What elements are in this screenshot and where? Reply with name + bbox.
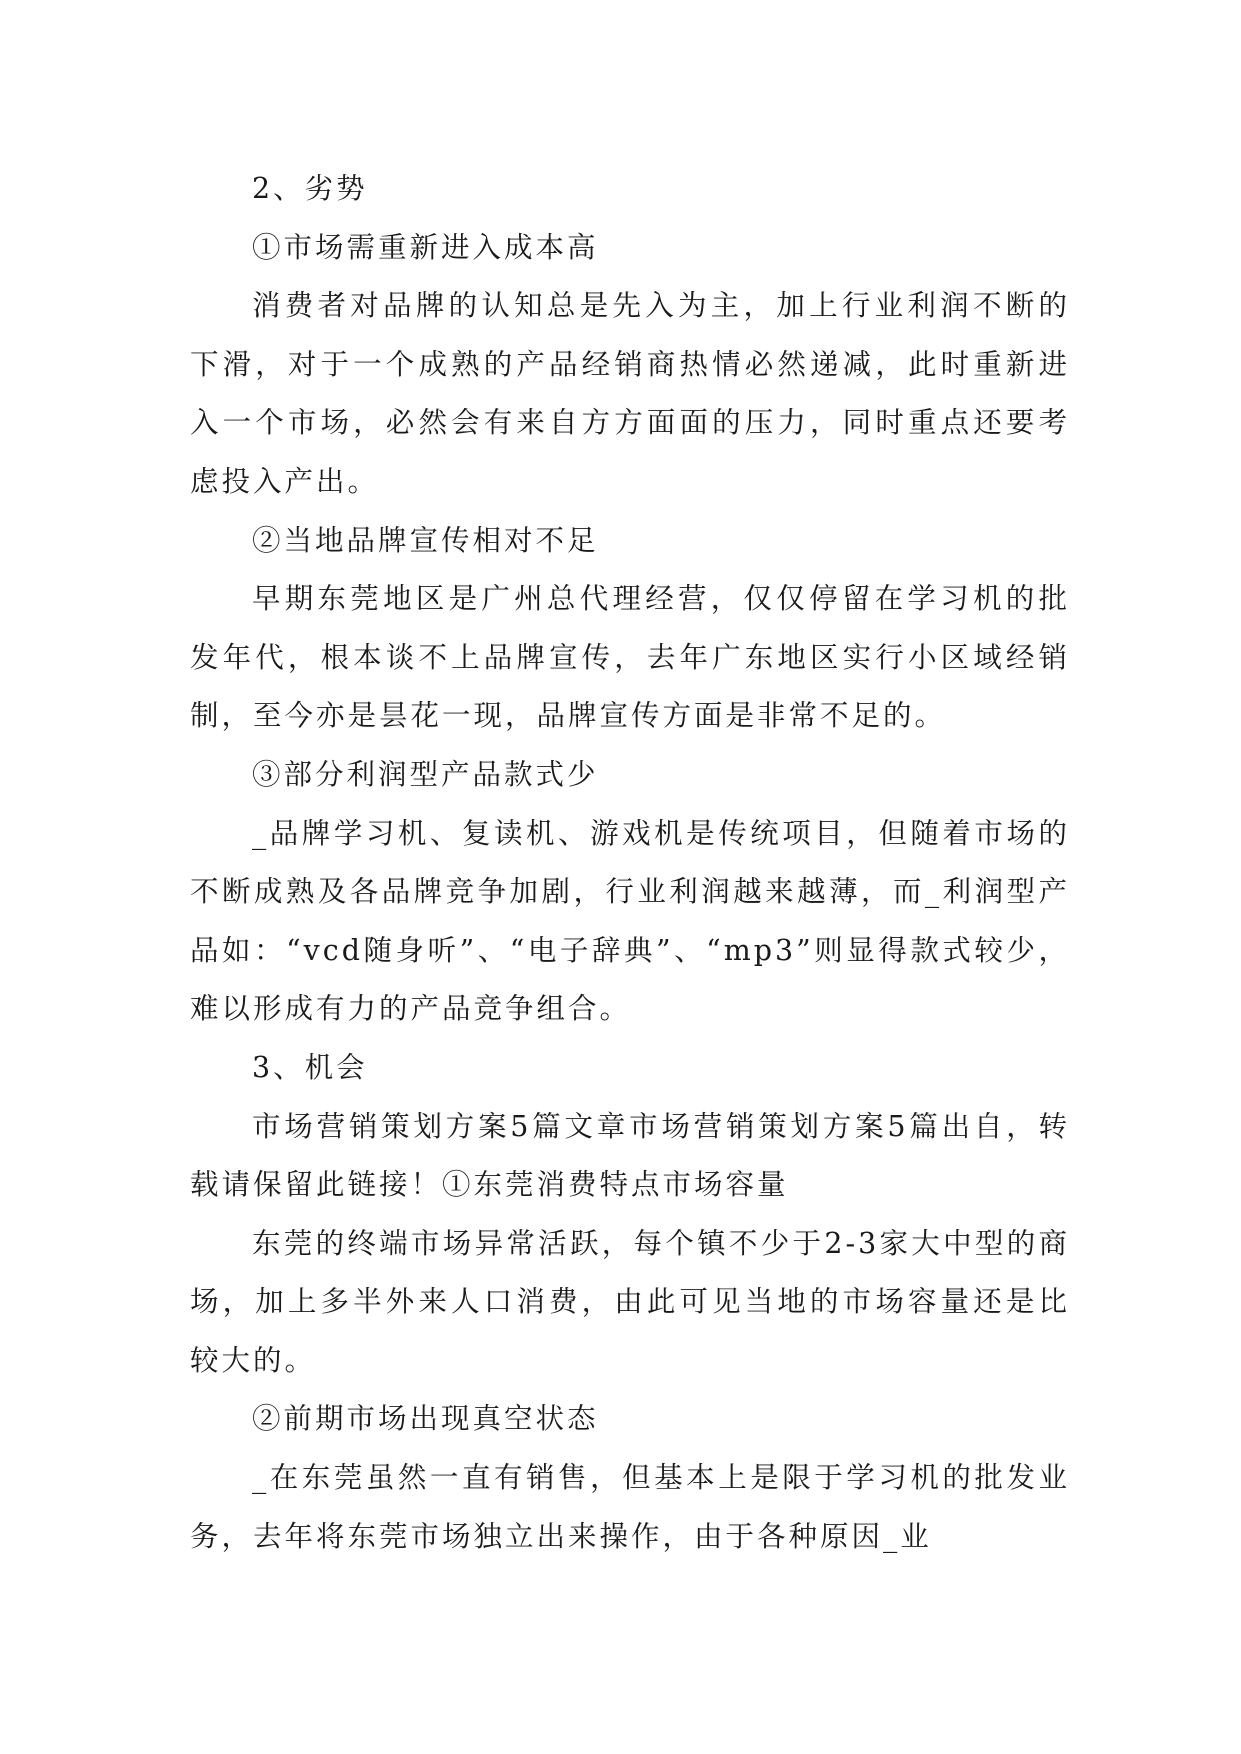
subheading-product-styles: ③部分利润型产品款式少: [252, 757, 599, 791]
paragraph-product-styles: _品牌学习机、复读机、游戏机是传统项目，但随着市场的不断成熟及各品牌竞争加剧，行业利润越来越薄，而_利润型产品如：“vcd随身听”、“电子辞典”、“mp3”则显得款式较少，难以形成有力的产品竞争组合。: [190, 816, 1070, 1026]
section-heading-opportunity: 3、机会: [252, 1050, 368, 1084]
paragraph-reentry-cost: 消费者对品牌的认知总是先入为主，加上行业利润不断的下滑，对于一个成熟的产品经销商热情必然递减，此时重新进入一个市场，必然会有来自方方面面的压力，同时重点还要考虑投入产出。: [190, 289, 1070, 498]
document-body: [190, 160, 1070, 1566]
section-heading-weakness: 2、劣势: [252, 172, 368, 205]
paragraph-source-note: 市场营销策划方案5篇文章市场营销策划方案5篇出自，转载请保留此链接！①东莞消费特点市场容量: [190, 1109, 1070, 1202]
paragraph-market-vacuum: _在东莞虽然一直有销售，但基本上是限于学习机的批发业务，去年将东莞市场独立出来操作，由于各种原因_业: [190, 1461, 1070, 1553]
paragraph-brand-promotion: 早期东莞地区是广州总代理经营，仅仅停留在学习机的批发年代，根本谈不上品牌宣传，去年广东地区实行小区域经销制，至今亦是昙花一现，品牌宣传方面是非常不足的。: [190, 582, 1070, 733]
subheading-market-vacuum: ②前期市场出现真空状态: [252, 1402, 599, 1436]
subheading-reentry-cost: ①市场需重新进入成本高: [252, 230, 599, 264]
paragraph-market-capacity: 东莞的终端市场异常活跃，每个镇不少于2-3家大中型的商场，加上多半外来人口消费，由此可见当地的市场容量还是比较大的。: [190, 1226, 1070, 1377]
subheading-brand-promotion: ②当地品牌宣传相对不足: [252, 523, 599, 557]
